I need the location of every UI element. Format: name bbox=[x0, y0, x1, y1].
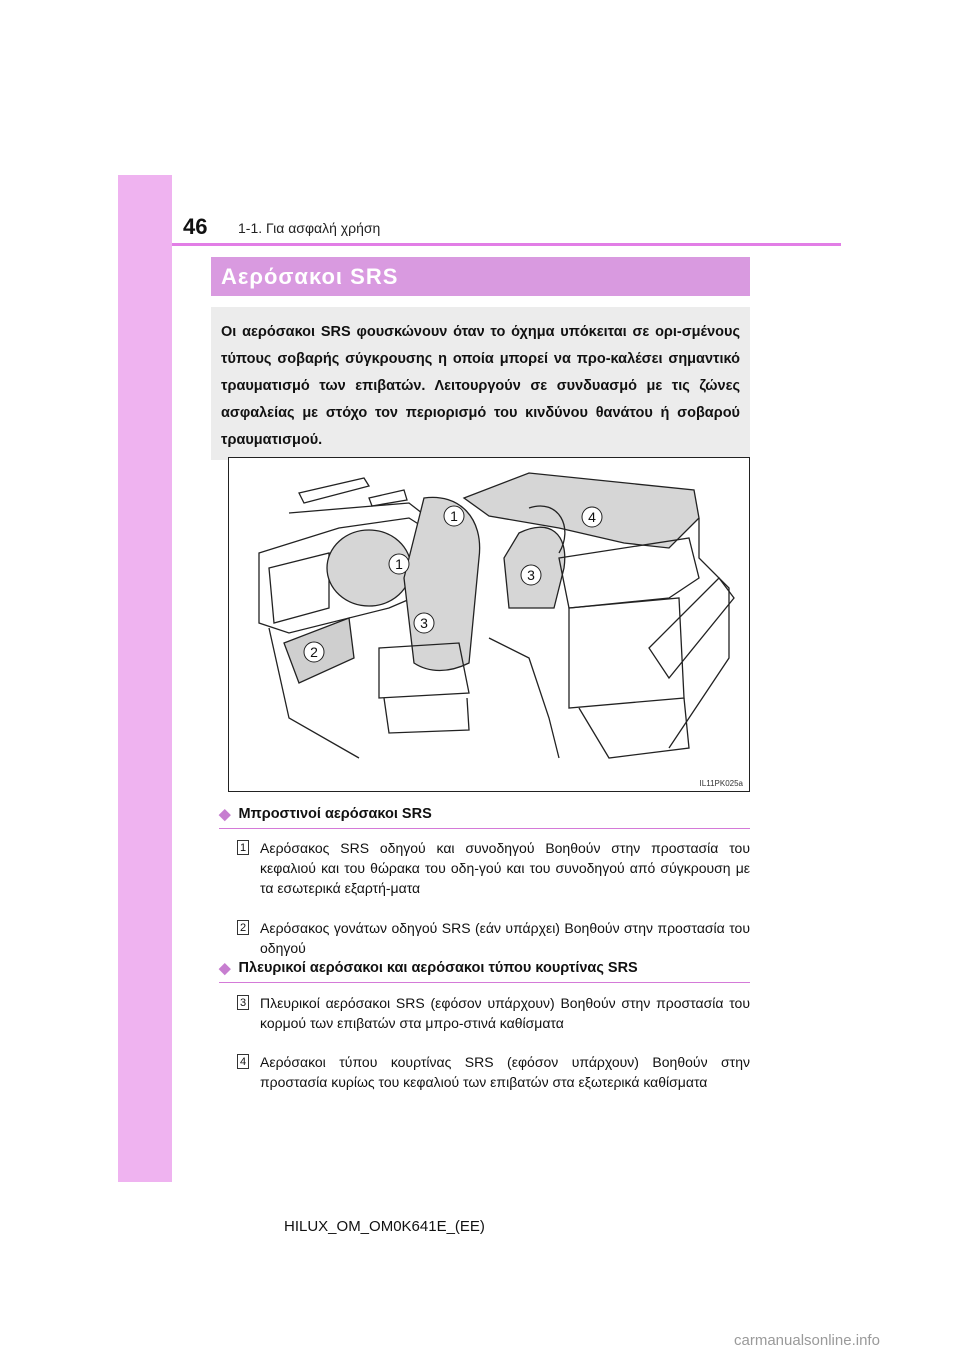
svg-text:3: 3 bbox=[527, 567, 535, 583]
item-text: Αερόσακοι τύπου κουρτίνας SRS (εφόσον υπάρχουν) Βοηθούν στην προστασία κυρίως του κεφαλιού των επιβατών στα εξωτερικά καθίσματα bbox=[260, 1054, 750, 1090]
side-airbags-heading-text: Πλευρικοί αερόσακοι και αερόσακοι τύπου κουρτίνας SRS bbox=[238, 960, 638, 976]
item-text: Αερόσακος γονάτων οδηγού SRS (εάν υπάρχει) Βοηθούν στην προστασία του οδηγού bbox=[260, 920, 750, 956]
figure-code: IL11PK025a bbox=[699, 779, 743, 788]
item-number-box: 4 bbox=[237, 1054, 249, 1069]
svg-text:2: 2 bbox=[310, 644, 318, 660]
item-text: Αερόσακος SRS οδηγού και συνοδηγού Βοηθούν στην προστασία του κεφαλιού και του θώρακα του οδη-γού και του συνοδηγού από σύγκρουση με τα εσωτερικά εξαρτή-ματα bbox=[260, 840, 750, 896]
svg-text:4: 4 bbox=[588, 509, 596, 525]
item-number-box: 3 bbox=[237, 995, 249, 1010]
item-text: Πλευρικοί αερόσακοι SRS (εφόσον υπάρχουν) Βοηθούν στην προστασία του κορμού των επιβατών στα μπρο-στινά καθίσματα bbox=[260, 995, 750, 1031]
callout-2 bbox=[304, 642, 324, 662]
callout-3-driver bbox=[414, 613, 434, 633]
side-heading-rule bbox=[219, 982, 750, 983]
document-footer: HILUX_OM_OM0K641E_(EE) bbox=[284, 1218, 485, 1235]
callout-1-driver bbox=[389, 554, 409, 574]
car-interior-drawing bbox=[229, 458, 750, 792]
svg-text:1: 1 bbox=[450, 508, 458, 524]
chapter-sidebar-tab bbox=[118, 175, 172, 1182]
diamond-bullet-icon: ◆ bbox=[219, 960, 231, 977]
item-number-box: 2 bbox=[237, 920, 249, 935]
page-title: Αερόσακοι SRS bbox=[211, 257, 750, 296]
front-airbags-heading bbox=[219, 805, 432, 823]
airbag-illustration bbox=[228, 457, 750, 792]
list-item bbox=[237, 838, 750, 898]
diamond-bullet-icon: ◆ bbox=[219, 806, 231, 823]
page-number: 46 bbox=[183, 214, 208, 239]
svg-text:3: 3 bbox=[420, 615, 428, 631]
header-divider bbox=[172, 243, 841, 246]
side-airbags-heading bbox=[219, 959, 638, 977]
front-airbags-heading-text: Μπροστινοί αερόσακοι SRS bbox=[238, 806, 432, 822]
svg-text:1: 1 bbox=[395, 556, 403, 572]
list-item bbox=[237, 993, 750, 1033]
front-heading-rule bbox=[219, 828, 750, 829]
callout-3-passenger bbox=[521, 565, 541, 585]
section-label: 1-1. Για ασφαλή χρήση bbox=[238, 220, 381, 236]
intro-text: Οι αερόσακοι SRS φουσκώνουν όταν το όχημα υπόκειται σε ορι-σμένους τύπους σοβαρής σύγκρουσης η οποία μπορεί να προ-καλέσει σημαντικό τραυματισμό των επιβατών. Λειτουργούν σε συνδυασμό με τις ζώνες ασφαλείας με στόχο τον περιορισμό του κινδύνου θανάτου ή σοβαρού τραυματισμού. bbox=[221, 324, 740, 448]
list-item bbox=[237, 918, 750, 958]
list-item bbox=[237, 1052, 750, 1092]
callout-4 bbox=[582, 507, 602, 527]
item-number-box: 1 bbox=[237, 840, 249, 855]
intro-box bbox=[211, 307, 750, 460]
callout-1-passenger bbox=[444, 506, 464, 526]
watermark: carmanualsonline.info bbox=[734, 1332, 880, 1349]
